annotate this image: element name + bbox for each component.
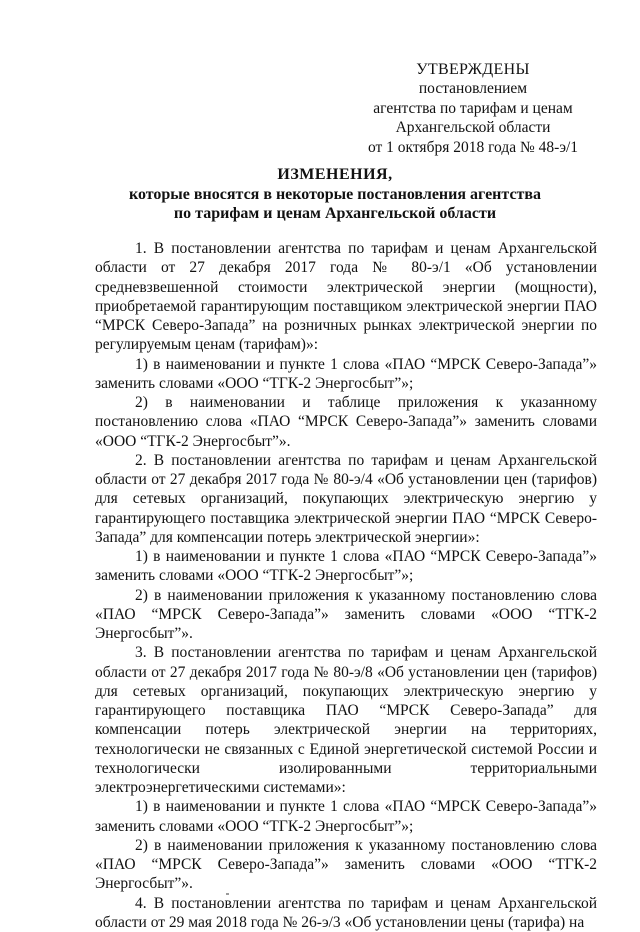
paragraph: 2. В постановлении агентства по тарифам и ценам Архангельской области от 27 декабря 2017 года № 80-э/4 «Об установлении цен (тарифов) для сетевых организаций, покупающих электрическую энергию у гарантирующего поставщика электрической энергии ПАО “МРСК Северо-Запада” для компенсации потерь электрической энергии»:: [95, 451, 597, 547]
paragraph: 3. В постановлении агентства по тарифам и ценам Архангельской области от 27 декабря 2017 года № 80-э/8 «Об установлении цен (тарифов) для сетевых организаций, покупающих электрическую энергию у гарантирующего поставщика ПАО “МРСК Северо-Запада” для компенсации потерь электрической энергии на территориях, технологически не связанных с Единой энергетической системой России и технологически изолированными территориальными электроэнергетическими системами»:: [95, 643, 597, 797]
approval-line: постановлением: [358, 79, 588, 98]
paragraph: 2) в наименовании приложения к указанному постановлению слова «ПАО “МРСК Северо-Запада”» заменить словами «ООО “ТГК-2 Энергосбыт”».: [95, 586, 597, 644]
title-subtitle: которые вносятся в некоторые постановления агентства: [95, 185, 575, 205]
paragraph: 2) в наименовании и таблице приложения к указанному постановлению слова «ПАО “МРСК Северо-Запада”» заменить словами «ООО “ТГК-2 Энергосбыт”».: [95, 393, 597, 451]
approval-line: Архангельской области: [358, 118, 588, 137]
paragraph: 1) в наименовании и пункте 1 слова «ПАО “МРСК Северо-Запада”» заменить словами «ООО “ТГК-2 Энергосбыт”»;: [95, 547, 597, 586]
approval-line: агентства по тарифам и ценам: [358, 99, 588, 118]
paragraph: 4. В постановлении агентства по тарифам и ценам Архангельской области от 29 мая 2018 года № 26-э/3 «Об установлении цены (тарифа) на: [95, 894, 597, 932]
title-main: ИЗМЕНЕНИЯ,: [95, 165, 575, 185]
approval-date-number: от 1 октября 2018 года № 48-э/1: [358, 138, 588, 157]
approval-block: [358, 60, 588, 157]
paragraph: 2) в наименовании приложения к указанному постановлению слова «ПАО “МРСК Северо-Запада”» заменить словами «ООО “ТГК-2 Энергосбыт”».: [95, 836, 597, 894]
title-subtitle: по тарифам и ценам Архангельской области: [95, 204, 575, 224]
document-title: [95, 165, 575, 224]
paragraph: 1. В постановлении агентства по тарифам и ценам Архангельской области от 27 декабря 2017 года № 80-э/1 «Об установлении средневзвешенной стоимости электрической энергии (мощности), приобретаемой гарантирующим поставщиком электрической энергии ПАО “МРСК Северо-Запада” на розничных рынках электрической энергии по регулируемым ценам (тарифам)»:: [95, 239, 597, 355]
approval-heading: УТВЕРЖДЕНЫ: [358, 60, 588, 79]
document-body: [95, 239, 597, 932]
paragraph: 1) в наименовании и пункте 1 слова «ПАО “МРСК Северо-Запада”» заменить словами «ООО “ТГК-2 Энергосбыт”»;: [95, 355, 597, 394]
paragraph: 1) в наименовании и пункте 1 слова «ПАО “МРСК Северо-Запада”» заменить словами «ООО “ТГК-2 Энергосбыт”»;: [95, 797, 597, 836]
scan-speck: [226, 893, 229, 895]
